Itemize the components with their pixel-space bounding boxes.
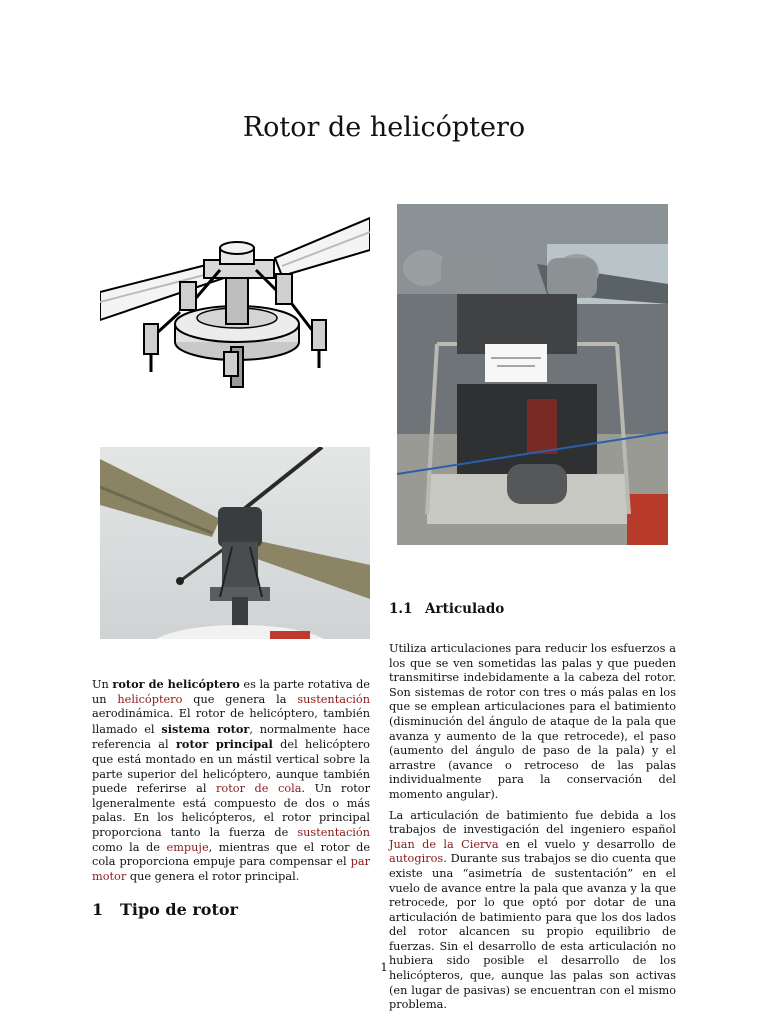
subsection-heading bbox=[389, 601, 504, 617]
link-sustentacion[interactable]: sustentación bbox=[297, 692, 370, 706]
rotor-hub-illustration bbox=[100, 212, 370, 398]
link-par-motor[interactable]: par motor bbox=[92, 855, 370, 883]
subsection-title: Articulado bbox=[425, 601, 505, 617]
link-empuje[interactable]: empuje bbox=[166, 840, 209, 854]
section-number: 1 bbox=[92, 900, 104, 919]
page-number: 1 bbox=[380, 960, 388, 974]
section-title: Tipo de rotor bbox=[120, 900, 238, 919]
link-autogiros[interactable]: autogiros bbox=[389, 852, 444, 866]
link-rotor-de-cola[interactable]: rotor de cola bbox=[216, 782, 302, 796]
link-helicoptero[interactable]: helicóptero bbox=[117, 692, 183, 706]
articulado-paragraph-1: Utiliza articulaciones para reducir los esfuerzos a los que se ven sometidas las palas y que pueden transmitirse indebidamente a la cabeza del rotor. Son sistemas de rotor con tres o más palas en los que se emplean articulaciones para el batimiento (disminución del ángulo de ataque de la pala que avanza y aumento de la que retrocede), el paso (aumento del ángulo de paso de la pala) y el arrastre (avance o retroceso de las palas individualmente para la conservación del momento angular). bbox=[389, 642, 676, 801]
section-heading bbox=[92, 900, 238, 919]
link-juan-de-la-cierva[interactable]: Juan de la Cierva bbox=[389, 837, 499, 851]
link-sustentacion-2[interactable]: sustentación bbox=[297, 825, 370, 839]
subsection-number: 1.1 bbox=[389, 601, 413, 617]
rotor-head-exhibit-photo bbox=[397, 204, 668, 545]
page-title: Rotor de helicóptero bbox=[242, 112, 526, 143]
intro-paragraph: Un rotor de helicóptero es la parte rotativa de un helicóptero que genera la sustentación aerodinámica. El rotor de helicóptero, también llamado el sistema rotor, normalmente hace referencia al rotor principal del helicóptero que está montado en un mástil vertical sobre la parte superior del helicóptero, aunque también puede referirse al rotor de cola. Un rotor lgeneralmente está compuesto de dos o más palas. En los helicópteros, el rotor principal proporciona tanto la fuerza de sustentación como la de empuje, mientras que el rotor de cola proporciona empuje para compensar el par motor que genera el rotor principal. bbox=[92, 677, 371, 883]
rotor-photo bbox=[100, 447, 370, 639]
articulado-paragraph-2: La articulación de batimiento fue debida a los trabajos de investigación del ingeniero español Juan de la Cierva en el vuelo y desarrollo de autogiros. Durante sus trabajos se dio cuenta que existe una “asimetría de sustentación” en el vuelo de avance entre la pala que avanza y la que retrocede, por lo que optó por dotar de una articulación de batimiento para que los dos lados del rotor alcancen su propio equilibrio de fuerzas. Sin el desarrollo de esta articulación no hubiera sido posible el desarrollo de los helicópteros, que, aunque las palas son activas (en lugar de pasivas) se encuentran con el mismo problema. bbox=[389, 808, 676, 1012]
